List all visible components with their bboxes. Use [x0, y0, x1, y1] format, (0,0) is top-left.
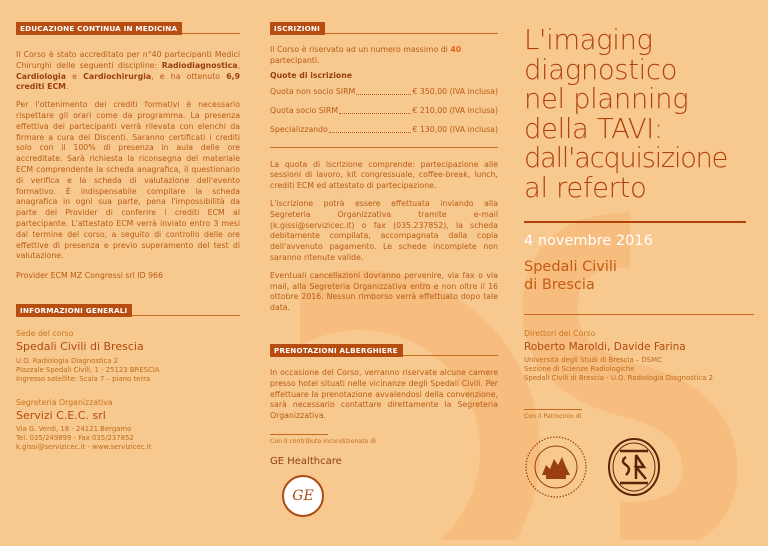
course-date: 4 novembre 2016 — [524, 233, 653, 249]
section-header-registration — [270, 22, 498, 34]
divider — [524, 314, 754, 315]
sponsor-name: GE Healthcare — [270, 455, 342, 467]
provider-text: Provider ECM MZ Congressi srl ID 966 — [16, 271, 163, 281]
section-label-ecm: EDUCAZIONE CONTINUA IN MEDICINA — [16, 22, 182, 35]
directors-affiliation: Università degli Studi di Brescia – DSMC Sezione di Scienze Radiologiche Spedali Civili di Brescia - U.O. Radiologia Diagnostica 2 — [524, 356, 713, 382]
venue-name: Spedali Civili di Brescia — [16, 339, 144, 353]
secretariat-label: Segreteria Organizzativa — [16, 397, 113, 407]
section-header-hotel — [270, 344, 498, 356]
sponsor-label: Con il contributo incondizionato di — [270, 437, 376, 445]
title-divider — [524, 221, 746, 223]
ecm-accreditation-text: Il Corso è stato accreditato per n°40 partecipanti Medici Chirurghi delle seguenti discipline: Radiodiagnostica, Cardiologia e Cardiochirurgia, e ha ottenuto 6,9 crediti ECM. — [16, 50, 240, 92]
fee-includes-text: La quota di iscrizione comprende: partecipazione alle sessioni di lavoro, kit congressuale, coffee-break, lunch, crediti ECM ed attestato di partecipazione. — [270, 159, 498, 191]
column-ecm-info — [0, 0, 256, 546]
registration-procedure-text: L'iscrizione potrà essere effettuata inviando alla Segreteria Organizzativa tramite e-mail (k.gissi@servizicec.it) o fax (035.237852), la scheda debitamente compilata, accompagnata dalla copia dell'avvenuto pagamento. Le schede incomplete non saranno ritenute valide. — [270, 198, 498, 262]
registration-limit-text: Il Corso è riservato ad un numero massimo di 40 partecipanti. — [270, 45, 462, 65]
fee-row: Quota non socio SIRM € 350,00 (IVA inclusa) — [270, 86, 498, 96]
course-title: L'imaging diagnostico nel planning della TAVI: dall'acquisizione al referto — [524, 24, 728, 204]
university-seal-icon — [524, 435, 588, 499]
ge-logo: GE — [282, 475, 324, 517]
course-place: Spedali Civili di Brescia — [524, 259, 617, 293]
section-label-registration: ISCRIZIONI — [270, 22, 325, 35]
column-cover — [512, 0, 768, 546]
cancellation-text: Eventuali cancellazioni dovranno pervenire, via fax o via mail, alla Segreteria Organizzativa entro e non oltre il 16 ottobre 2016. Nessun rimborso verrà effettuato dopo tale data. — [270, 270, 498, 313]
fees-list — [270, 87, 498, 135]
secretariat-name: Servizi C.E.C. srl — [16, 408, 106, 422]
section-label-hotel: PRENOTAZIONI ALBERGHIERE — [270, 344, 403, 357]
secretariat-contacts[interactable]: k.gissi@servizicec.it - www.servizicec.it — [16, 442, 152, 451]
secretariat-address: Via G. Verdi, 18 - 24121 Bergamo Tel. 035/249899 - Fax 035/237852 k.gissi@servizicec.it - www.servizicec.it — [16, 425, 240, 452]
patronage-divider — [524, 409, 582, 410]
venue-address: U.O. Radiologia Diagnostica 2 Piazzale Spedali Civili, 1 - 25123 BRESCIA Ingresso satellite: Scala 7 – piano terra — [16, 356, 160, 383]
hotel-text: In occasione del Corso, verranno riservate alcune camere presso hotel situati nelle vicinanze degli Spedali Civili. Per effettuare la prenotazione avvalendosi della convenzione, sarà necessario contattare direttamente la Segreteria Organizzativa. — [270, 367, 498, 421]
ecm-rules-text: Per l'ottenimento dei crediti formativi è necessario rispettare gli orari come da programma. La presenza effettiva dei partecipanti verrà rilevata con elenchi da firmare a cura dei Discenti. Saranno certificati i crediti solo con il 100% di presenza in aula delle ore accreditate. Sarà richiesta la riconsegna del materiale ECM comprendente la scheda anagrafica, il questionario di verifica e la scheda di valutazione dell'evento formativo. È indispensabile compilare la scheda anagrafica in ogni sua parte, pena l'impossibilità da parte del Provider di conferire i crediti ECM al partecipante. L'attestato ECM verrà inviato entro 3 mesi dal termine del corso, a seguito di controllo delle ore effettive di presenza e previo superamento del test di valutazione. — [16, 100, 240, 261]
directors-names: Roberto Maroldi, Davide Farina — [524, 341, 686, 353]
divider — [270, 147, 498, 148]
sponsor-divider — [270, 434, 328, 435]
fees-title: Quote di iscrizione — [270, 70, 353, 80]
fee-row: Specializzando € 130,00 (IVA inclusa) — [270, 124, 498, 134]
directors-label: Direttori del Corso — [524, 329, 596, 338]
column-registration — [256, 0, 512, 546]
section-label-info: INFORMAZIONI GENERALI — [16, 304, 132, 317]
fee-row: Quota socio SIRM € 210,00 (IVA inclusa) — [270, 105, 498, 115]
section-header-info — [16, 304, 240, 316]
patronage-logos — [524, 435, 756, 499]
section-header-ecm — [16, 22, 240, 34]
venue-label: Sede del corso — [16, 328, 74, 338]
sirm-logo-icon — [606, 437, 662, 497]
patronage-label: Con il Patrocinio di — [524, 413, 582, 420]
